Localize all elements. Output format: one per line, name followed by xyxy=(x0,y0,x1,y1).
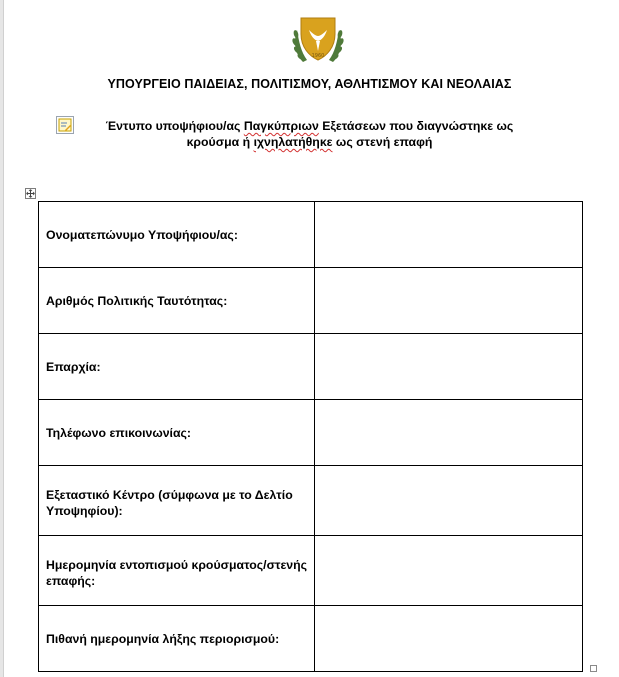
ministry-heading: ΥΠΟΥΡΓΕΙΟ ΠΑΙΔΕΙΑΣ, ΠΟΛΙΤΙΣΜΟΥ, ΑΘΛΗΤΙΣΜΟΥ ΚΑΙ ΝΕΟΛΑΙΑΣ xyxy=(107,77,512,91)
table-row xyxy=(39,334,583,400)
field-label: Ονοματεπώνυμο Υποψήφιου/ας: xyxy=(39,202,315,268)
field-label: Ημερομηνία εντοπισμού κρούσματος/στενής επαφής: xyxy=(39,536,315,606)
table-row xyxy=(39,606,583,672)
field-label: Εξεταστικό Κέντρο (σύμφωνα με το Δελτίο Υποψηφίου): xyxy=(39,466,315,536)
svg-text:1960: 1960 xyxy=(311,53,325,59)
form-title: Έντυπο υποψήφιου/ας Παγκύπριων Εξετάσεων που διαγνώστηκε ως κρούσμα ή ιχνηλατήθηκε ως στενή επαφή xyxy=(105,119,514,149)
cyprus-coat-of-arms-icon xyxy=(289,14,347,68)
spellcheck-word: Παγκύπριων xyxy=(243,119,319,133)
field-value-cell[interactable] xyxy=(315,400,583,466)
table-row xyxy=(39,466,583,536)
field-label: Αριθμός Πολιτικής Ταυτότητας: xyxy=(39,268,315,334)
table-row xyxy=(39,202,583,268)
field-value-cell[interactable] xyxy=(315,606,583,672)
form-document-icon[interactable] xyxy=(56,116,74,134)
field-label: Επαρχία: xyxy=(39,334,315,400)
table-row xyxy=(39,536,583,606)
table-row xyxy=(39,400,583,466)
table-move-handle[interactable] xyxy=(25,188,36,199)
field-value-cell[interactable] xyxy=(315,466,583,536)
field-value-cell[interactable] xyxy=(315,268,583,334)
field-label: Πιθανή ημερομηνία λήξης περιορισμού: xyxy=(39,606,315,672)
field-value-cell[interactable] xyxy=(315,536,583,606)
candidate-info-table xyxy=(38,201,583,672)
field-label: Τηλέφωνο επικοινωνίας: xyxy=(39,400,315,466)
page-left-edge xyxy=(0,0,4,677)
table-resize-handle[interactable] xyxy=(590,665,597,672)
field-value-cell[interactable] xyxy=(315,334,583,400)
field-value-cell[interactable] xyxy=(315,202,583,268)
spellcheck-word: ιχνηλατήθηκε xyxy=(253,135,333,149)
table-row xyxy=(39,268,583,334)
